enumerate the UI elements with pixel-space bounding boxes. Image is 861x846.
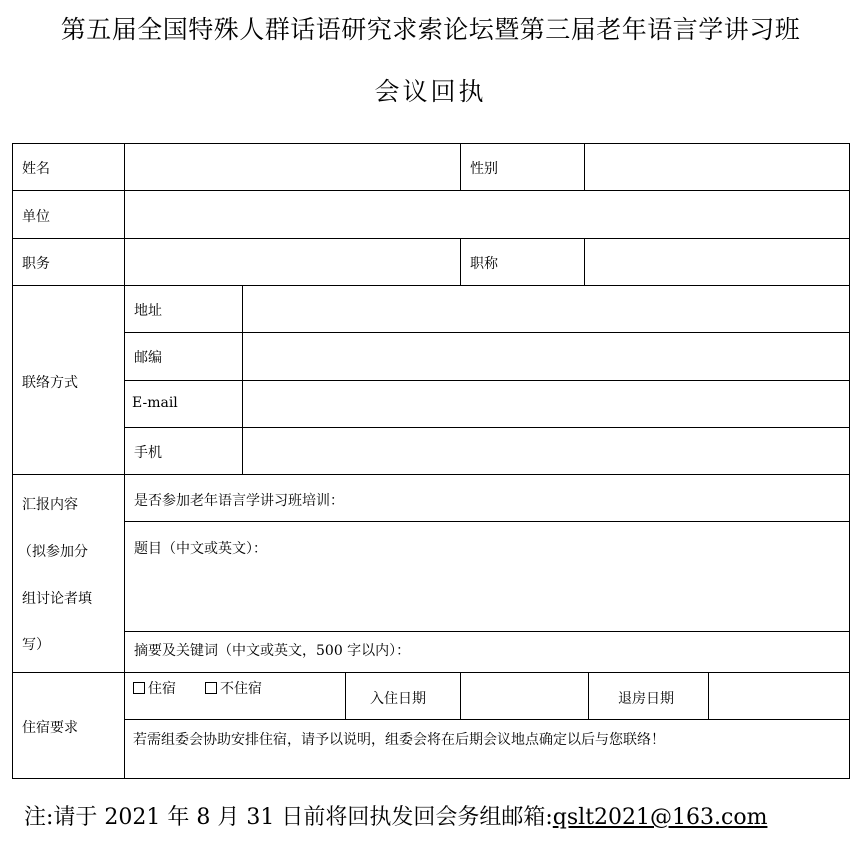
lodging-note: 若需组委会协助安排住宿，请予以说明，组委会将在后期会议地点确定以后与您联络！ [133, 732, 665, 748]
contact-label: 联络方式 [22, 375, 78, 391]
document-subtitle: 会议回执 [374, 77, 487, 106]
position-label: 职务 [22, 256, 50, 272]
note-text: 请于 2021 年 8 月 31 日前将回执发回会务组邮箱: [53, 805, 553, 830]
report-label-line1: 汇报内容 [22, 497, 78, 513]
title-rank-label: 职称 [470, 256, 498, 272]
checkout-date-field[interactable] [709, 673, 849, 718]
column-divider [460, 143, 461, 190]
note-prefix: 注: [24, 805, 54, 830]
email-field[interactable] [243, 381, 849, 426]
row-divider [124, 521, 850, 522]
gender-label: 性别 [470, 161, 498, 177]
lodge-yes-option[interactable]: 住宿 [133, 678, 176, 698]
lodging-label: 住宿要求 [22, 720, 78, 736]
unit-field[interactable] [125, 191, 849, 237]
column-divider [588, 672, 589, 719]
report-label-line2: （拟参加分 [18, 544, 88, 560]
postcode-field[interactable] [243, 333, 849, 379]
contact-email-link[interactable]: qslt2021@163.com [552, 805, 768, 830]
phone-field[interactable] [243, 428, 849, 473]
checkin-label: 入住日期 [370, 691, 426, 707]
workshop-question: 是否参加老年语言学讲习班培训： [134, 493, 344, 509]
email-label: E-mail [132, 395, 178, 411]
row-divider [124, 631, 850, 632]
row-divider [12, 474, 850, 475]
topic-label: 题目（中文或英文）： [134, 541, 267, 557]
address-field[interactable] [243, 286, 849, 331]
name-field[interactable] [125, 144, 459, 189]
checkbox-icon[interactable] [133, 682, 145, 694]
checkbox-icon[interactable] [205, 682, 217, 694]
position-field[interactable] [125, 239, 459, 284]
gender-field[interactable] [585, 144, 849, 189]
phone-label: 手机 [134, 445, 162, 461]
column-divider [460, 238, 461, 285]
checkout-label: 退房日期 [618, 691, 674, 707]
address-label: 地址 [134, 303, 162, 319]
abstract-label: 摘要及关键词（中文或英文，500 字以内）： [134, 643, 411, 659]
name-label: 姓名 [22, 161, 50, 177]
unit-label: 单位 [22, 209, 50, 225]
checkin-date-field[interactable] [461, 673, 587, 718]
lodge-no-option[interactable]: 不住宿 [205, 678, 262, 698]
report-label-line3: 组讨论者填 [22, 591, 92, 607]
title-rank-field[interactable] [585, 239, 849, 284]
row-divider [124, 719, 850, 720]
report-label-line4: 写） [22, 637, 50, 653]
footer-note [24, 800, 767, 831]
column-divider [345, 672, 346, 719]
document-title: 第五届全国特殊人群话语研究求索论坛暨第三届老年语言学讲习班 [60, 15, 801, 44]
postcode-label: 邮编 [134, 350, 162, 366]
